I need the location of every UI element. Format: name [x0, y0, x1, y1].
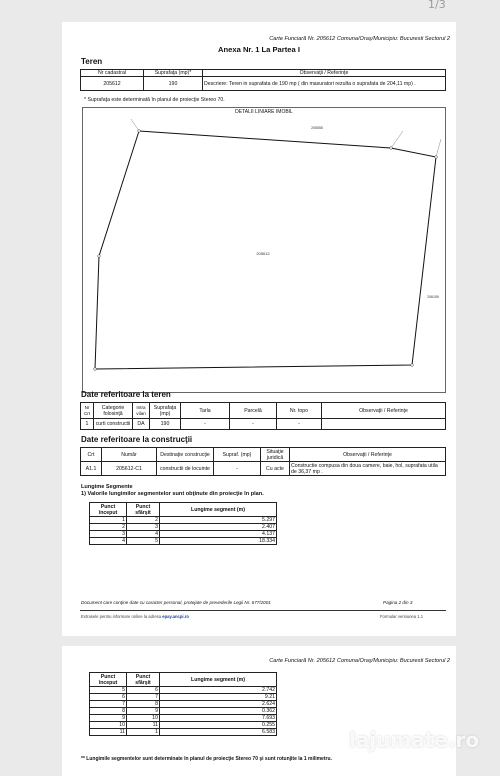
watermark-text: lajumate.ro: [348, 728, 480, 752]
ref-teren-heading: Date referitoare la teren: [81, 390, 171, 399]
ref-constr-cell-suprafata: -: [214, 462, 261, 476]
segments-table-1: [89, 502, 277, 545]
ref-constr-heading: Date referitoare la construcţii: [81, 435, 193, 444]
segments-heading: Lungime Segmente: [81, 484, 133, 490]
seg2-row4-end: 9: [127, 708, 160, 715]
neighbor-top-label: 205555: [311, 126, 323, 130]
seg2-row4-length: 0.362: [160, 708, 277, 715]
ref-teren-cell-parcela: -: [230, 419, 277, 430]
drawing-header: DETALII LINIARE IMOBIL: [235, 109, 293, 115]
seg1-row1-length: 5.297: [160, 517, 277, 524]
ref-teren-header-topo: Nr. topo: [277, 403, 322, 419]
seg2-row2-length: 9.21: [160, 694, 277, 701]
seg2-row6-start: 10: [90, 722, 127, 729]
seg1-row4-length: 18.334: [160, 538, 277, 545]
ref-teren-cell-observatii: [322, 419, 446, 430]
ref-constr-header-observatii: Observaţii / Referinţe: [290, 448, 446, 462]
page-counter-1: 1/3: [428, 0, 446, 11]
parcel-svg: [83, 115, 445, 391]
neighbor-right-label: 206159: [427, 295, 439, 299]
teren-header-nr: Nr cadastral: [81, 70, 144, 77]
ref-constr-cell-numar: 205612-C1: [102, 462, 157, 476]
segments-subheading: 1) Valorile lungimilor segmentelor sunt obţinute din proiecţie în plan.: [81, 491, 264, 497]
parcel-outline: [95, 131, 436, 369]
segments-table-2: [89, 672, 277, 736]
vertex-3: [435, 156, 438, 159]
seg2-row7-end: 1: [127, 729, 160, 736]
footer-online: [81, 614, 189, 619]
seg1-header-end: Punct sfârşit: [127, 503, 160, 517]
ref-teren-header-observatii: Observaţii / Referinţe: [322, 403, 446, 419]
ref-constr-table: [80, 447, 446, 476]
ref-constr-header-situatie: Situaţie juridică: [261, 448, 290, 462]
seg2-row5-length: 7.693: [160, 715, 277, 722]
ref-teren-header-categorie: Categorie folosinţă: [94, 403, 133, 419]
seg2-row5-end: 10: [127, 715, 160, 722]
ref-teren-cell-topo: -: [277, 419, 322, 430]
seg2-row1-end: 6: [127, 687, 160, 694]
seg2-row2-start: 6: [90, 694, 127, 701]
ref-teren-cell-tarla: -: [181, 419, 230, 430]
ref-teren-header-crt: Nr Crt: [81, 403, 94, 419]
seg1-header-length: Lungime segment (m): [160, 503, 277, 517]
seg1-row3-length: 4.137: [160, 531, 277, 538]
ref-constr-cell-destinatie: constructii de locuinte: [157, 462, 214, 476]
watermark-logo: [318, 728, 479, 754]
seg2-row4-start: 8: [90, 708, 127, 715]
vertex-1: [138, 130, 141, 133]
ref-constr-header-destinatie: Destinaţie construcţie: [157, 448, 214, 462]
document-page-3: [62, 646, 456, 776]
document-page-2: [62, 22, 456, 636]
page3-header-title: Carte Funciară Nr. 205612 Comuna/Oraş/Municipiu: Bucuresti Sectorul 2: [269, 658, 450, 664]
teren-cell-observatii: Descriere: Teren in suprafata de 190 mp ( din masuratori rezulta o suprafata de 204,11 mp) .: [203, 77, 446, 91]
seg2-row2-end: 7: [127, 694, 160, 701]
seg1-row2-length: 2.407: [160, 524, 277, 531]
footer-form-version: Formular versiunea 1.1: [380, 614, 424, 619]
footer-left: Document care conţine date cu caracter personal, protejate de prevederile Legii Nr. 677/2001: [81, 600, 271, 605]
ref-teren-header-suprafata: Suprafaţa (mp): [150, 403, 181, 419]
seg1-header-start: Punct început: [90, 503, 127, 517]
teren-note: * Suprafaţa este determinată în planul de proiecţie Stereo 70.: [84, 97, 225, 103]
page-header-title: Carte Funciară Nr. 205612 Comuna/Oraş/Municipiu: Bucuresti Sectorul 2: [269, 36, 450, 42]
vertex-5: [94, 368, 97, 371]
teren-cell-nr: 205612: [81, 77, 144, 91]
seg2-header-length: Lungime segment (m): [160, 673, 277, 687]
ref-constr-cell-crt: A1.1: [81, 462, 102, 476]
teren-header-observatii: Observaţii / Referinţe: [203, 70, 446, 77]
seg2-row7-length: 6.583: [160, 729, 277, 736]
ref-constr-header-crt: Crt: [81, 448, 102, 462]
seg2-row3-end: 8: [127, 701, 160, 708]
ref-teren-header-intravilan: Intra vilan: [133, 403, 150, 419]
teren-heading: Teren: [81, 57, 103, 66]
seg1-row3-start: 3: [90, 531, 127, 538]
vertex-2: [390, 147, 393, 150]
footer-right: Pagina 2 din 3: [383, 600, 413, 605]
footer-online-text: Extrasele pentru informare online la adresa: [81, 614, 162, 619]
vertex-6: [98, 255, 101, 258]
parcel-drawing: [82, 107, 446, 393]
ref-teren-cell-suprafata: 190: [150, 419, 181, 430]
seg2-row6-length: 0.255: [160, 722, 277, 729]
seg1-row4-end: 5: [127, 538, 160, 545]
seg1-row2-start: 2: [90, 524, 127, 531]
ref-constr-header-numar: Număr: [102, 448, 157, 462]
teren-header-suprafata: Suprafaţa (mp)*: [144, 70, 203, 77]
seg1-row1-start: 1: [90, 517, 127, 524]
segments-note: ** Lungimile segmentelor sunt determinate în planul de proiecţie Stereo 70 şi sunt rotunjite la 1 milimetru.: [81, 756, 332, 762]
seg1-row4-start: 4: [90, 538, 127, 545]
ref-constr-header-suprafata: Supraf. (mp): [214, 448, 261, 462]
seg2-row7-start: 11: [90, 729, 127, 736]
seg2-row5-start: 9: [90, 715, 127, 722]
ref-teren-cell-intravilan: DA: [133, 419, 150, 430]
footer-online-link[interactable]: epay.ancpi.ro: [162, 614, 189, 619]
seg2-header-end: Punct sfârşit: [127, 673, 160, 687]
seg2-row1-start: 5: [90, 687, 127, 694]
seg2-header-start: Punct început: [90, 673, 127, 687]
seg2-row3-start: 7: [90, 701, 127, 708]
seg1-row3-end: 4: [127, 531, 160, 538]
footer-divider: [80, 610, 446, 611]
parcel-label: 205612: [256, 251, 270, 256]
ref-constr-cell-situatie: Cu acte: [261, 462, 290, 476]
ref-teren-cell-crt: 1: [81, 419, 94, 430]
seg1-row1-end: 2: [127, 517, 160, 524]
watermark-icon: [318, 730, 342, 754]
ref-constr-cell-observatii: Constructie compusa din doua camere, baie, hol, suprafata utila de 36,37 mp .: [290, 462, 446, 476]
seg2-row6-end: 11: [127, 722, 160, 729]
ref-teren-header-tarla: Tarla: [181, 403, 230, 419]
ref-teren-table: [80, 402, 446, 430]
teren-table: [80, 69, 446, 91]
seg1-row2-end: 3: [127, 524, 160, 531]
annex-title: Anexa Nr. 1 La Partea I: [218, 45, 300, 54]
ref-teren-cell-categorie: curti constructii: [94, 419, 133, 430]
seg2-row1-length: 2.742: [160, 687, 277, 694]
seg2-row3-length: 2.624: [160, 701, 277, 708]
teren-cell-suprafata: 190: [144, 77, 203, 91]
vertex-4: [411, 364, 414, 367]
ref-teren-header-parcela: Parcelă: [230, 403, 277, 419]
